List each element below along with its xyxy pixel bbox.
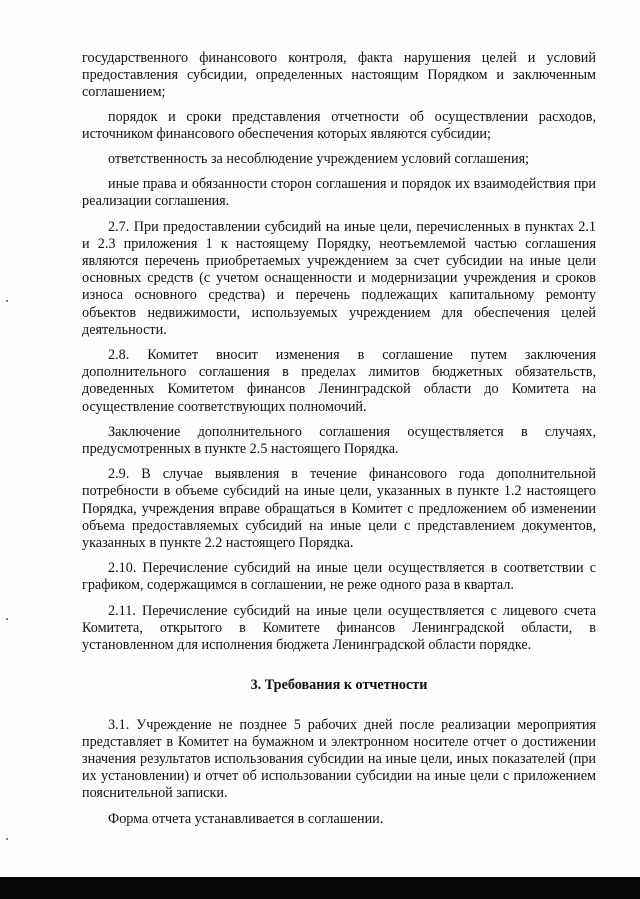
paragraph-responsibility: ответственность за несоблюдение учреждением условий соглашения; (108, 151, 530, 168)
paragraph-2-8: 2.8. Комитет вносит изменения в соглашение путем заключения дополнительного соглашения в пределах лимитов бюджетных обязательств, доведенных Комитетом финансов Ленинградской области до Комитета на осуществление соответствующих полномочий. (82, 347, 596, 415)
paragraph-2-9: 2.9. В случае выявления в течение финансового года дополнительной потребности в объеме субсидий на иные цели, указанных в пункте 1.2 настоящего Порядка, учреждения вправе обращаться в Комитет с предложением об изменении объема предоставляемых субсидий на иные цели с представлением документов, указанных в пункте 2.2 настоящего Порядка. (82, 466, 596, 552)
section-heading: 3. Требования к отчетности (250, 677, 428, 694)
paragraph-2-7: 2.7. При предоставлении субсидий на иные цели, перечисленных в пунктах 2.1 и 2.3 приложения 1 к настоящему Порядку, неотъемлемой частью соглашения являются перечень приобретаемых учреждением за счет субсидии на иные цели основных средств (с учетом оснащенности и модернизации учреждения и сроков износа основного средства) и перечень подлежащих капитальному ремонту объектов недвижимости, используемых учреждением для обеспечения целей деятельности. (82, 218, 596, 338)
paragraph-continuation: государственного финансового контроля, факта нарушения целей и условий предоставления субсидии, определенных настоящим Порядком и заключенным соглашением; (82, 50, 596, 101)
paragraph-3-1: 3.1. Учреждение не позднее 5 рабочих дней после реализации мероприятия представляет в Комитет на бумажном и электронном носителе отчет о достижении значения результатов использования субсидии на иные цели, иных показателей (при их установлении) и отчет об использовании субсидии на иные цели с приложением пояснительной записки. (82, 716, 596, 802)
paragraph-2-11: 2.11. Перечисление субсидий на иные цели осуществляется с лицевого счета Комитета, открытого в Комитете финансов Ленинградской области, в установленном для исполнения бюджета Ленинградской области порядке. (82, 602, 596, 654)
paragraph-rights-obligations: иные права и обязанности сторон соглашения и порядок их взаимодействия при реализации соглашения. (82, 176, 596, 210)
scan-speck (6, 618, 8, 620)
paragraph-additional-agreement: Заключение дополнительного соглашения осуществляется в случаях, предусмотренных в пункте 2.5 настоящего Порядка. (82, 423, 596, 458)
paragraph-reporting-order: порядок и сроки представления отчетности об осуществлении расходов, источником финансового обеспечения которых являются субсидии; (82, 108, 596, 142)
scan-bottom-edge (0, 877, 640, 899)
scan-speck (6, 838, 8, 840)
paragraph-2-10: 2.10. Перечисление субсидий на иные цели осуществляется в соответствии с графиком, содержащимся в соглашении, не реже одного раза в квартал. (82, 560, 596, 594)
scan-speck (6, 300, 8, 302)
document-body (82, 50, 596, 828)
paragraph-report-form: Форма отчета устанавливается в соглашении. (108, 810, 384, 827)
